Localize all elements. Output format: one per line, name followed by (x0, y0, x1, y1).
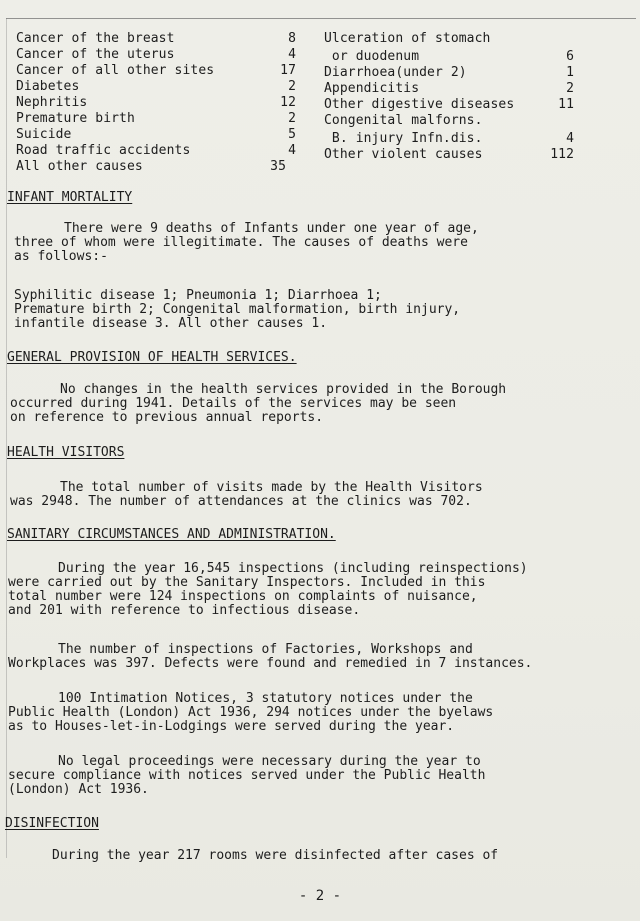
text-line: occurred during 1941. Details of the services may be seen (10, 396, 457, 411)
section-heading-infant-mortality: INFANT MORTALITY (7, 190, 133, 205)
text-line: Syphilitic disease 1; Pneumonia 1; Diarrhoea 1; (14, 288, 382, 303)
cause-count: 6 (566, 49, 574, 64)
sanitary-paragraph-4 (8, 755, 485, 797)
text-line: on reference to previous annual reports. (10, 410, 324, 425)
text-line: No changes in the health services provided in the Borough (60, 382, 507, 397)
cause-count: 17 (280, 63, 296, 78)
infant-paragraph-2 (14, 289, 460, 331)
section-heading-health-visitors: HEALTH VISITORS (7, 445, 125, 460)
section-heading-disinfection: DISINFECTION (5, 816, 99, 831)
cause-count: 2 (288, 79, 296, 94)
cause-count: 4 (566, 131, 574, 146)
text-line: The number of inspections of Factories, Workshops and (58, 642, 473, 657)
cause-count: 112 (550, 147, 574, 162)
cause-count: 2 (566, 81, 574, 96)
page-number: - 2 - (298, 888, 342, 904)
text-line: During the year 217 rooms were disinfected after cases of (52, 848, 499, 863)
text-line: total number were 124 inspections on complaints of nuisance, (8, 589, 478, 604)
cause-label: Cancer of all other sites (16, 63, 215, 78)
text-line: Premature birth 2; Congenital malformation, birth injury, (14, 302, 461, 317)
cause-label: Ulceration of stomach (324, 31, 491, 46)
cause-label: Other violent causes (324, 147, 483, 162)
text-line: 100 Intimation Notices, 3 statutory notices under the (58, 691, 473, 706)
cause-label: Cancer of the uterus (16, 47, 175, 62)
cause-count: 12 (280, 95, 296, 110)
cause-label: Road traffic accidents (16, 143, 191, 158)
cause-label: B. injury Infn.dis. (324, 131, 483, 146)
text-line: three of whom were illegitimate. The causes of deaths were (14, 235, 468, 250)
cause-count: 11 (558, 97, 574, 112)
section-heading-sanitary: SANITARY CIRCUMSTANCES AND ADMINISTRATION. (7, 527, 336, 542)
cause-label: Congenital malforns. (324, 113, 483, 128)
text-line: and 201 with reference to infectious disease. (8, 603, 361, 618)
sanitary-paragraph-1 (8, 562, 528, 618)
cause-label: Cancer of the breast (16, 31, 175, 46)
disinfection-paragraph (2, 849, 498, 863)
text-line: Public Health (London) Act 1936, 294 notices under the byelaws (8, 705, 494, 720)
top-rule (6, 18, 636, 19)
text-line: During the year 16,545 inspections (including reinspections) (58, 561, 528, 576)
cause-label: All other causes (16, 159, 143, 174)
text-line: (London) Act 1936. (8, 782, 149, 797)
text-line: was 2948. The number of attendances at the clinics was 702. (10, 494, 472, 509)
cause-count: 5 (288, 127, 296, 142)
infant-paragraph-1 (14, 222, 479, 264)
cause-label: or duodenum (324, 49, 420, 64)
text-line: secure compliance with notices served under the Public Health (8, 768, 486, 783)
sanitary-paragraph-2 (8, 643, 532, 671)
cause-label: Diarrhoea(under 2) (324, 65, 467, 80)
cause-count: 1 (566, 65, 574, 80)
text-line: No legal proceedings were necessary during the year to (58, 754, 481, 769)
cause-label: Suicide (16, 127, 72, 142)
cause-label: Premature birth (16, 111, 135, 126)
cause-label: Nephritis (16, 95, 88, 110)
text-line: Workplaces was 397. Defects were found and remedied in 7 instances. (8, 656, 533, 671)
text-line: as follows:- (14, 249, 108, 264)
section-heading-general-provision: GENERAL PROVISION OF HEALTH SERVICES. (7, 350, 297, 365)
cause-label: Other digestive diseases (324, 97, 515, 112)
text-line: infantile disease 3. All other causes 1. (14, 316, 328, 331)
cause-count: 8 (288, 31, 296, 46)
general-paragraph (10, 383, 506, 425)
text-line: The total number of visits made by the Health Visitors (60, 480, 483, 495)
text-line: There were 9 deaths of Infants under one year of age, (64, 221, 479, 236)
left-margin-rule (6, 18, 7, 858)
sanitary-paragraph-3 (8, 692, 493, 734)
text-line: as to Houses-let-in-Lodgings were served during the year. (8, 719, 455, 734)
cause-count: 35 (270, 159, 286, 174)
text-line: were carried out by the Sanitary Inspectors. Included in this (8, 575, 486, 590)
cause-count: 4 (288, 47, 296, 62)
cause-count: 2 (288, 111, 296, 126)
cause-count: 4 (288, 143, 296, 158)
visitors-paragraph (10, 481, 483, 509)
cause-label: Diabetes (16, 79, 80, 94)
cause-label: Appendicitis (324, 81, 420, 96)
